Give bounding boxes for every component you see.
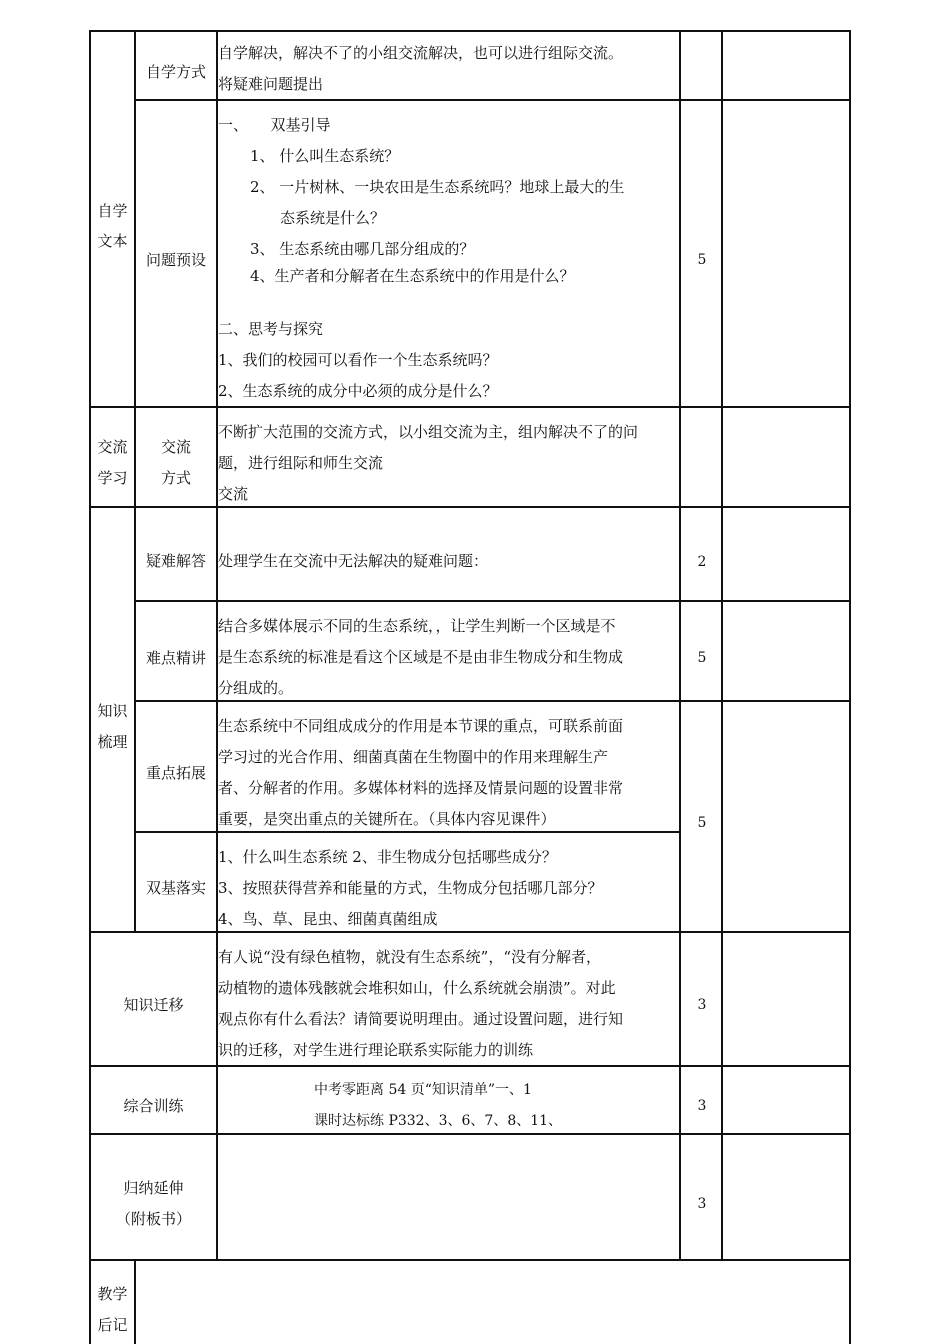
transfer-label: 知识迁移 [123, 996, 184, 1014]
transfer-text [218, 942, 623, 1066]
summary-label [91, 1173, 216, 1235]
col-divider [721, 30, 723, 1259]
minutes-value: 5 [697, 252, 707, 268]
section-exchange-line1: 交流 [97, 438, 128, 456]
text-line: 是生态系统的标准是看这个区域是不是由非生物成分和生物成 [218, 648, 624, 666]
text-line: 题，进行组际和师生交流 [218, 454, 384, 472]
text-line: 者、分解者的作用。多媒体材料的选择及情景问题的设置非常 [218, 779, 624, 797]
text-line: 有人说“没有绿色植物，就没有生态系统”，“没有分解者， [218, 948, 602, 966]
heading: 一、 双基引导 [218, 116, 331, 134]
minutes-value: 5 [697, 815, 707, 831]
difficult-explain-label: 难点精讲 [145, 649, 206, 667]
text-line: 4、鸟、草、昆虫、细菌真菌组成 [218, 910, 438, 928]
section-self-study [91, 196, 134, 256]
exchange-method-label [136, 432, 216, 494]
section-exchange-line2: 学习 [97, 469, 128, 487]
label-line: （附板书） [115, 1210, 191, 1228]
label-line: 教学 [97, 1285, 128, 1303]
training-label: 综合训练 [123, 1097, 184, 1115]
text-line: 观点你有什么看法？请简要说明理由。通过设置问题，进行知 [218, 1010, 624, 1028]
training-text [314, 1075, 562, 1137]
text-line: 生态系统中不同组成成分的作用是本节课的重点，可联系前面 [218, 717, 624, 735]
list-item: 2、生态系统的成分中必须的成分是什么？ [218, 382, 498, 400]
section-self-study-label: 自学文本 [97, 202, 128, 250]
text-line: 3、按照获得营养和能量的方式，生物成分包括哪几部分？ [218, 879, 603, 897]
minutes-value: 3 [697, 1196, 707, 1212]
row-divider [89, 1259, 851, 1261]
section-knowledge-line2: 梳理 [97, 733, 128, 751]
row-divider [134, 600, 851, 602]
col-divider [134, 1259, 136, 1344]
list-item: 2、 一片树林、一块农田是生态系统吗？地球上最大的生 [250, 178, 625, 196]
difficult-explain-text [218, 611, 623, 704]
section-exchange [91, 432, 134, 494]
key-extend-text [218, 711, 623, 835]
text-line: 自学解决，解决不了的小组交流解决，也可以进行组际交流。 [218, 44, 624, 62]
teaching-notes-label [91, 1279, 134, 1341]
list-item: 态系统是什么？ [280, 209, 386, 227]
text-line: 识的迁移，对学生进行理论联系实际能力的训练 [218, 1041, 534, 1059]
text-line: 交流 [218, 485, 249, 503]
text-line: 不断扩大范围的交流方式，以小组交流为主，组内解决不了的问 [218, 423, 639, 441]
minutes-value: 5 [697, 650, 707, 666]
text-line: 1、什么叫生态系统 2、非生物成分包括哪些成分？ [218, 848, 557, 866]
basics-text [218, 842, 603, 935]
difficult-answer-label: 疑难解答 [145, 552, 206, 570]
question-preset-text [218, 110, 624, 407]
heading: 二、思考与探究 [218, 320, 324, 338]
table-border-top [89, 30, 851, 32]
minutes-value: 3 [697, 997, 707, 1013]
label-line: 方式 [160, 469, 191, 487]
text-line: 动植物的遗体残骸就会堆积如山，什么系统就会崩溃”。对此 [218, 979, 616, 997]
self-study-method-text [218, 38, 623, 100]
label-line: 后记 [97, 1316, 128, 1334]
text-line: 重要，是突出重点的关键所在。（具体内容见课件） [218, 810, 556, 828]
col-divider [679, 30, 681, 1259]
minutes-value: 2 [697, 554, 707, 570]
list-item: 1、我们的校园可以看作一个生态系统吗？ [218, 351, 498, 369]
difficult-answer-text: 处理学生在交流中无法解决的疑难问题： [218, 552, 489, 570]
table-border-right [849, 30, 851, 1344]
list-item: 1、 什么叫生态系统？ [250, 147, 400, 165]
question-preset-label: 问题预设 [145, 251, 206, 269]
label-line: 归纳延伸 [123, 1179, 184, 1197]
text-line: 学习过的光合作用、细菌真菌在生物圈中的作用来理解生产 [218, 748, 609, 766]
section-knowledge-line1: 知识 [97, 702, 128, 720]
self-study-method-label: 自学方式 [145, 63, 206, 81]
section-knowledge [91, 696, 134, 758]
key-extend-label: 重点拓展 [145, 764, 206, 782]
label-line: 交流 [160, 438, 191, 456]
text-line: 结合多媒体展示不同的生态系统，，让学生判断一个区域是不 [218, 617, 616, 635]
text-line: 将疑难问题提出 [218, 75, 324, 93]
text-line: 课时达标练 P332、3、6、7、8、11、 [314, 1113, 563, 1129]
text-line: 分组成的。 [218, 679, 294, 697]
minutes-value: 3 [697, 1098, 707, 1114]
exchange-method-text [218, 417, 638, 510]
list-item: 3、 生态系统由哪几部分组成的？ [250, 240, 475, 258]
text-line: 中考零距离 54 页“知识清单”一、1 [314, 1082, 532, 1098]
basics-label: 双基落实 [145, 879, 206, 897]
list-item: 4、生产者和分解者在生态系统中的作用是什么？ [250, 267, 575, 285]
